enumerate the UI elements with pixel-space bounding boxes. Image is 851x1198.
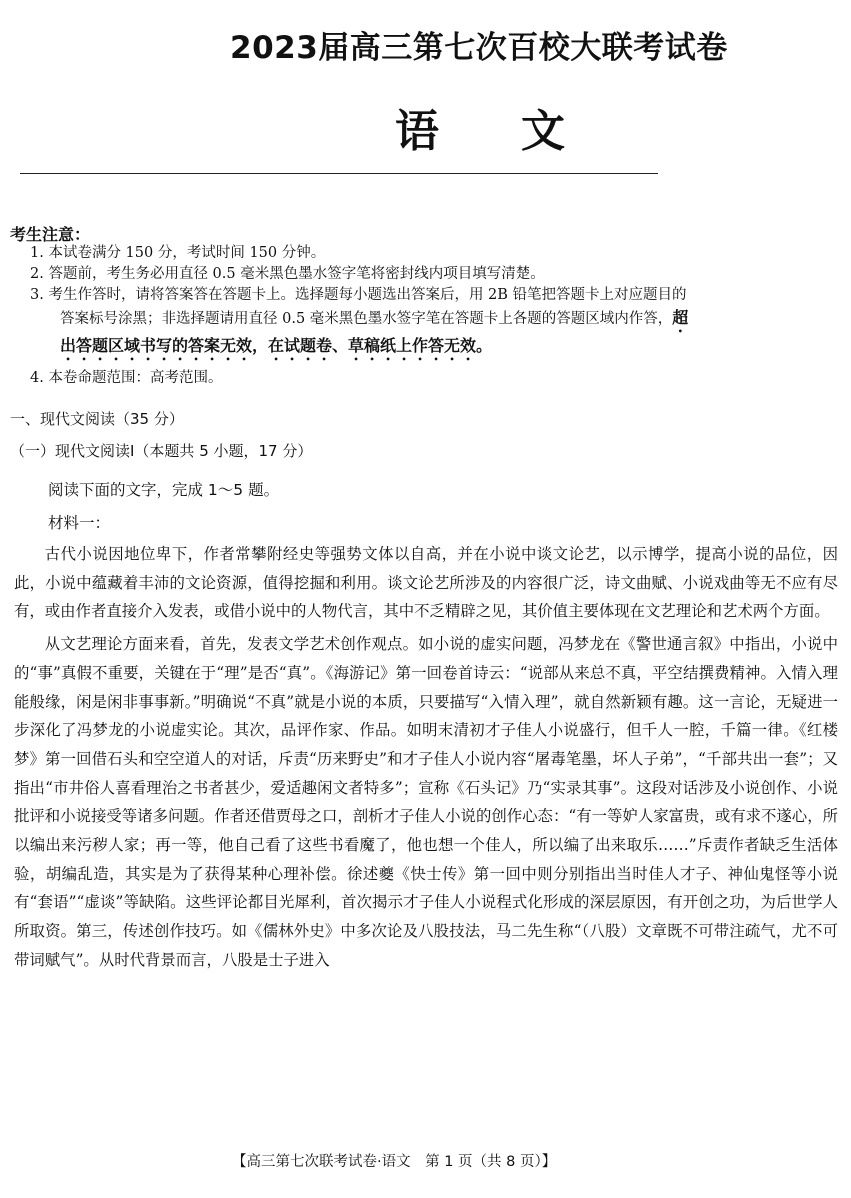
notice-list: [30, 243, 838, 389]
notice-item-3: 3. 考生作答时，请将答案答在答题卡上。选择题每小题选出答案后，用 2B 铅笔把答题卡上对应题目的: [30, 287, 687, 303]
notice-item-3-text: 答案标号涂黑；非选择题请用直径 0.5 毫米黑色墨水签字笔在答题卡上各题的答题区域内作答，: [60, 311, 673, 327]
exam-title: 2023届高三第七次百校大联考试卷: [230, 30, 728, 66]
notice-heading: 考生注意：: [10, 225, 91, 244]
material-label: 材料一：: [48, 514, 111, 532]
subject-title: 语文: [395, 106, 647, 157]
notice-item-3-continued: [30, 307, 838, 335]
reading-instruction: 阅读下面的文字，完成 1～5 题。: [48, 481, 280, 499]
notice-item-2: 2. 答题前，考生务必用直径 0.5 毫米黑色墨水签字笔将密封线内项目填写清楚。: [30, 266, 545, 282]
passage-paragraph-2: 从文艺理论方面来看，首先，发表文学艺术创作观点。如小说的虚实问题，冯梦龙在《警世通言叙》中指出，小说中的“事”真假不重要，关键在于“理”是否“真”。《海游记》第一回卷首诗云：“说部从来总不真，平空结撰费精神。入情入理能般缘，闲是闲非事事新。”明确说“不真”就是小说的本质，只要描写“入情入理”，就自然新颖有趣。这一言论，无疑进一步深化了冯梦龙的小说虚实论。其次，品评作家、作品。如明末清初才子佳人小说盛行，但千人一腔，千篇一律。《红楼梦》第一回借石头和空空道人的对话，斥责“历来野史”和才子佳人小说内容“屠毒笔墨，坏人子弟”，“千部共出一套”；又指出“市井俗人喜看理治之书者甚少，爱适趣闲文者特多”；宣称《石头记》乃“实录其事”。这段对话涉及小说创作、小说批评和小说接受等诸多问题。作者还借贾母之口，剖析才子佳人小说的创作心态：“有一等妒人家富贵，或有求不遂心，所以编出来污秽人家；再一等，他自己看了这些书看魔了，他也想一个佳人，所以编了出来取乐……”斥责作者缺乏生活体验，胡编乱造，其实是为了获得某种心理补偿。徐述夔《快士传》第一回中则分别指出当时佳人才子、神仙鬼怪等小说有“套语”“虚谈”等缺陷。这些评论都目光犀利，首次揭示才子佳人小说程式化形成的深层原因，有开创之功，为后世学人所取资。第三，传述创作技巧。如《儒林外史》中多次论及八股技法，马二先生称“（八股）文章既不可带注疏气，尤不可带词赋气”。从时代背景而言，八股是士子进入: [14, 635, 838, 969]
notice-item-4: 4. 本卷命题范围：高考范围。: [30, 370, 223, 386]
page-footer: 【高三第七次联考试卷·语文 第 1 页（共 8 页）】: [232, 1154, 557, 1170]
passage-paragraph-1: 古代小说因地位卑下，作者常攀附经史等强势文体以自高，并在小说中谈文论艺，以示博学，提高小说的品位，因此，小说中蕴藏着丰沛的文论资源，值得挖掘和利用。谈文论艺所涉及的内容很广泛，诗文曲赋、小说戏曲等无不应有尽有，或由作者直接介入发表，或借小说中的人物代言，其中不乏精辟之见，其价值主要体现在文艺理论和艺术两个方面。: [14, 545, 838, 621]
section-heading: 一、现代文阅读（35 分）: [10, 410, 184, 428]
notice-item-3-emphasis-text: 出答题区域书写的答案无效，在试题卷、草稿纸上作答无效。: [60, 336, 493, 355]
notice-item-1: 1. 本试卷满分 150 分，考试时间 150 分钟。: [30, 245, 326, 261]
passage-text: [14, 540, 838, 979]
subsection-heading: （一）现代文阅读Ⅰ（本题共 5 小题，17 分）: [10, 442, 313, 460]
notice-item-3-emphasis: [30, 335, 838, 364]
notice-item-3-emphasis-start: 超: [672, 308, 689, 327]
title-divider: [20, 173, 658, 174]
